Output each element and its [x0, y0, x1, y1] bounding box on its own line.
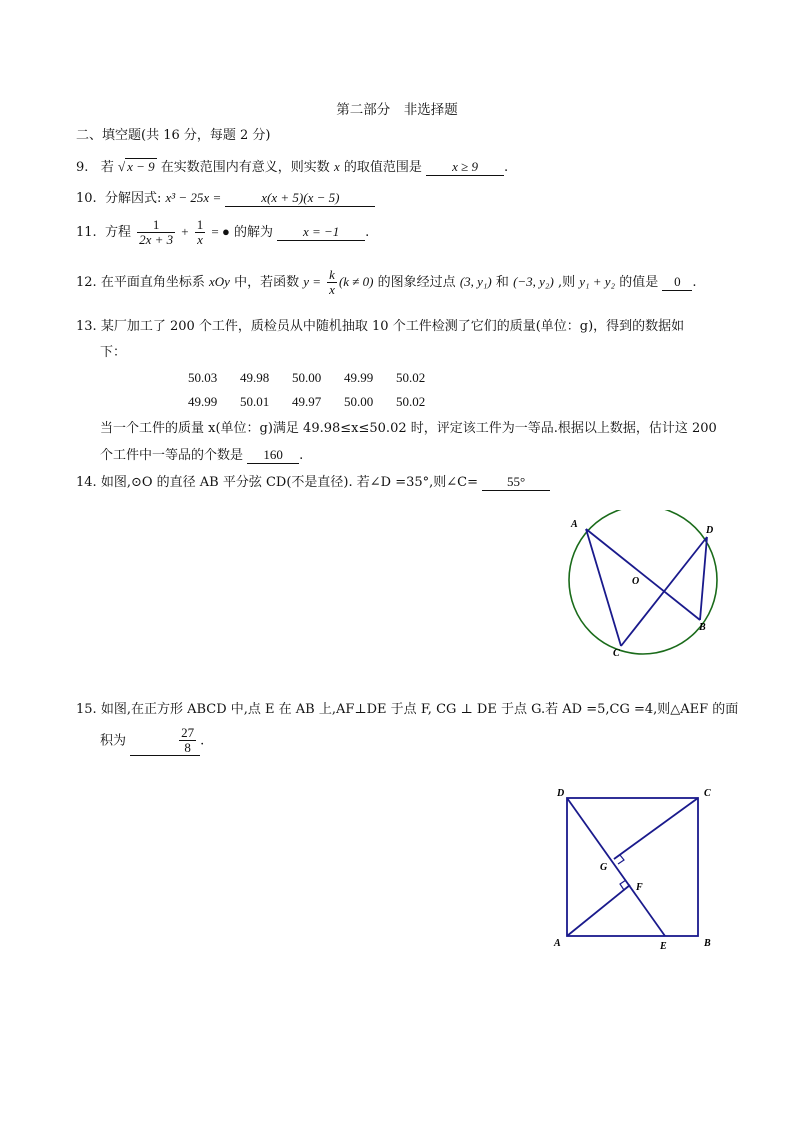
q15-label-G: G	[600, 862, 608, 873]
q15-label-E: E	[660, 941, 667, 952]
q15-label-F: F	[636, 882, 643, 893]
q15-label-A: A	[554, 938, 561, 949]
question-15-line1: 15. 如图,在正方形 ABCD 中,点 E 在 AB 上,AF⊥DE 于点 F, CG ⊥ DE 于点 G.若 AD =5,CG =4,则△AEF 的面	[76, 702, 739, 717]
q14-label-A: A	[571, 519, 578, 530]
q14-number: 14.	[76, 475, 97, 490]
question-13-line2: 下：	[100, 345, 127, 360]
q15-segment-AF	[567, 885, 630, 936]
q15-segment-CG	[614, 798, 698, 859]
q13-number: 13.	[76, 319, 97, 334]
question-13-line4: 个工件中一等品的个数是 160 .	[100, 447, 304, 463]
table-row: 49.99 50.01 49.97 50.00 50.02	[188, 394, 426, 409]
question-11: 11. 方程 $\frac{1}{2x + 3}$ + $\frac{1}{x}$ = ● 的解为 x = −1 .	[76, 217, 370, 247]
q11-number: 11.	[76, 225, 97, 240]
q11-fraction-1: $\frac{1}{2x + 3}$	[139, 217, 174, 247]
q14-answer: 55°	[482, 474, 550, 491]
q14-label-B: B	[699, 622, 706, 633]
question-15-line2: 积为 $\frac{27}{8}$ .	[100, 725, 205, 755]
q12-fraction: $\frac{k}{x}$	[329, 267, 335, 297]
q15-label-C: C	[704, 788, 711, 799]
question-14: 14. 如图,⊙O 的直径 AB 平分弦 CD(不是直径). 若∠D =35°,则∠C= 55°	[76, 471, 550, 491]
q15-square-ABCD	[567, 798, 698, 936]
q15-number: 15.	[76, 702, 97, 717]
q14-diameter-AB	[586, 529, 700, 620]
q9-answer: x ≥ 9	[426, 159, 504, 176]
question-13-line1: 13. 某厂加工了 200 个工件，质检员从中随机抽取 10 个工件检测了它们的质量(单位：g)，得到的数据如	[76, 319, 685, 334]
q14-label-C: C	[613, 648, 620, 659]
q14-circle-diagram	[560, 510, 720, 660]
q12-answer: 0	[662, 274, 692, 291]
q11-fraction-2: $\frac{1}{x}$	[196, 217, 204, 247]
question-9: 9. 若 √ x − 9 在实数范围内有意义，则实数 x 的取值范围是 x ≥ 9 .	[76, 159, 509, 175]
q13-answer: 160	[247, 447, 299, 464]
q14-chord-CD	[621, 537, 707, 646]
section-title: 第二部分 非选择题	[336, 102, 458, 118]
q10-number: 10.	[76, 191, 97, 206]
q9-radicand: x − 9	[127, 159, 155, 174]
q14-label-O: O	[632, 576, 640, 587]
table-row: 50.03 49.98 50.00 49.99 50.02	[188, 370, 426, 385]
q12-number: 12.	[76, 275, 97, 290]
section-heading: 二、填空题(共 16 分，每题 2 分)	[76, 128, 271, 143]
q11-answer: x = −1	[277, 224, 365, 241]
q9-number: 9.	[76, 160, 89, 175]
question-13-line3: 当一个工件的质量 x(单位：g)满足 49.98≤x≤50.02 时，评定该工件为一等品.根据以上数据，估计这 200	[100, 421, 717, 436]
question-12: 12. 在平面直角坐标系 xOy 中，若函数 y = $\frac{k}{x}$ (k ≠ 0) 的图象经过点 (3, y₁) 和 (−3, y₂) ,则 y₁ + y₂ 的值是 0 .	[76, 267, 697, 297]
q14-segment-DB	[700, 537, 707, 620]
q14-label-D: D	[706, 525, 714, 536]
q15-answer: $\frac{27}{8}$	[130, 726, 200, 756]
q13-data-table	[188, 366, 448, 414]
q10-expression: x³ − 25x =	[165, 190, 222, 205]
question-10: 10. 分解因式: x³ − 25x = x(x + 5)(x − 5)	[76, 187, 375, 207]
q14-circle	[569, 510, 717, 654]
q15-segment-DE	[567, 798, 665, 936]
q15-square-diagram	[548, 780, 723, 955]
q15-label-D: D	[557, 788, 565, 799]
q15-right-angle-G	[614, 855, 624, 864]
q15-label-B: B	[704, 938, 711, 949]
q14-segment-AC	[586, 529, 621, 646]
q10-answer: x(x + 5)(x − 5)	[225, 190, 375, 207]
